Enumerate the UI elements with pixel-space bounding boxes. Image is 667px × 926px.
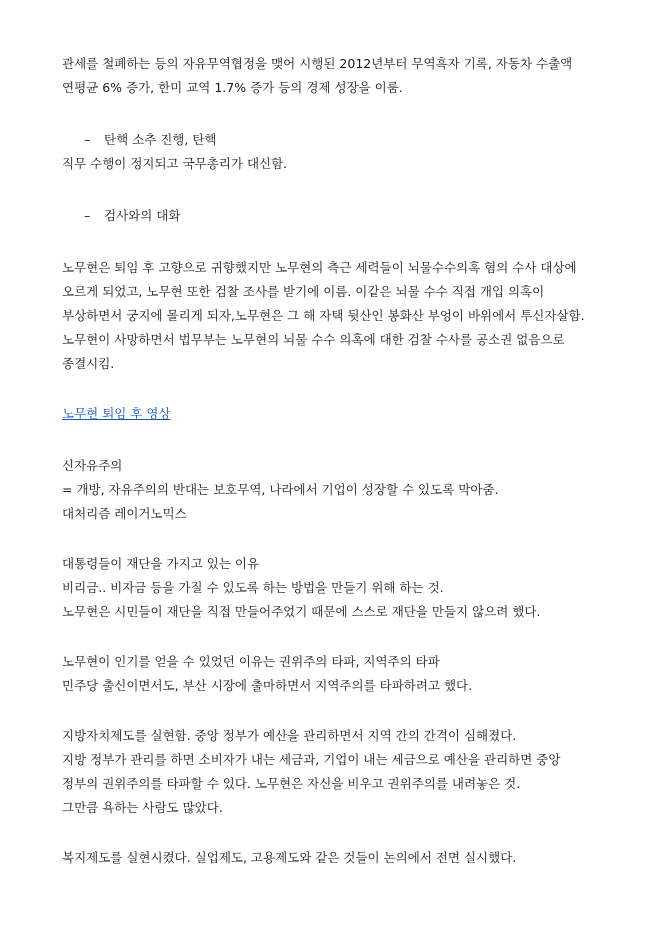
popularity-section (62, 650, 642, 698)
text-line: = 개방, 자유주의의 반대는 보호무역, 나라에서 기업이 성장할 수 있도록 막아줌. (62, 482, 499, 497)
text-line: 민주당 출신이면서도, 부산 시장에 출마하면서 지역주의를 타파하려고 했다. (62, 678, 473, 693)
text-line: 노무현은 시민들이 재단을 직접 만들어주었기 때문에 스스로 재단을 만들지 않으려 했다. (62, 604, 541, 619)
text-line: 지방 정부가 관리를 하면 소비자가 내는 세금과, 기업이 내는 세금으로 예산을 관리하면 중앙 (62, 752, 561, 767)
text-line: 직무 수행이 정지되고 국무총리가 대신함. (62, 156, 288, 171)
text-line: 종결시킴. (62, 356, 115, 371)
impeachment-section (62, 128, 642, 176)
text-line: 노무현은 퇴임 후 고향으로 귀향했지만 노무현의 측근 세력들이 뇌물수수의혹 혐의 수사 대상에 (62, 260, 577, 275)
prosecutor-section (62, 204, 642, 376)
bullet-dash: – (84, 208, 91, 223)
local-autonomy-section (62, 724, 642, 820)
text-line: 노무현이 사망하면서 법무부는 노무현의 뇌물 수수 의혹에 대한 검찰 수사를 공소권 없음으로 (62, 332, 565, 347)
bullet-text: 탄핵 소추 진행, 탄핵 (104, 132, 217, 147)
text-line: 비리금.. 비자금 등을 가질 수 있도록 하는 방법을 만들기 위해 하는 것. (62, 580, 444, 595)
text-line: 그만큼 욕하는 사람도 많았다. (62, 800, 223, 815)
bullet-item-impeachment (62, 128, 642, 152)
text-line: 대처리즘 레이거노믹스 (62, 506, 187, 521)
document-page (62, 52, 642, 870)
foundation-section (62, 552, 642, 624)
bullet-item-prosecutor (62, 204, 642, 228)
bullet-text: 검사와의 대화 (104, 208, 181, 223)
text-line: 복지제도를 실현시켰다. 실업제도, 고용제도와 같은 것들이 논의에서 전면 실시했다. (62, 850, 517, 865)
text-line: 오르게 되었고, 노무현 또한 검찰 조사를 받기에 이름. 이같은 뇌물 수수 직접 개입 의혹이 (62, 284, 545, 299)
text-line: 신자유주의 (62, 458, 123, 473)
text-line: 노무현이 인기를 얻을 수 있었던 이유는 권위주의 타파, 지역주의 타파 (62, 654, 440, 669)
text-line: 연평균 6% 증가, 한미 교역 1.7% 증가 등의 경제 성장을 이룸. (62, 80, 403, 95)
text-line: 지방자치제도를 실현함. 중앙 정부가 예산을 관리하면서 지역 간의 간격이 심해졌다. (62, 728, 517, 743)
welfare-section (62, 846, 642, 870)
neoliberal-section (62, 454, 642, 526)
video-link-line (62, 402, 642, 426)
trade-paragraph (62, 52, 642, 100)
text-line: 부상하면서 궁지에 몰리게 되자,노무현은 그 해 자택 뒷산인 봉화산 부엉이 바위에서 투신자살함. (62, 308, 585, 323)
text-line: 정부의 권위주의를 타파할 수 있다. 노무현은 자신을 비우고 권위주의를 내려놓은 것. (62, 776, 521, 791)
text-line: 관세를 철폐하는 등의 자유무역협정을 맺어 시행된 2012년부터 무역흑자 기록, 자동차 수출액 (62, 56, 573, 71)
video-link[interactable]: 노무현 퇴임 후 영상 (62, 406, 171, 421)
bullet-dash: – (84, 132, 91, 147)
text-line: 대통령들이 재단을 가지고 있는 이유 (62, 556, 260, 571)
